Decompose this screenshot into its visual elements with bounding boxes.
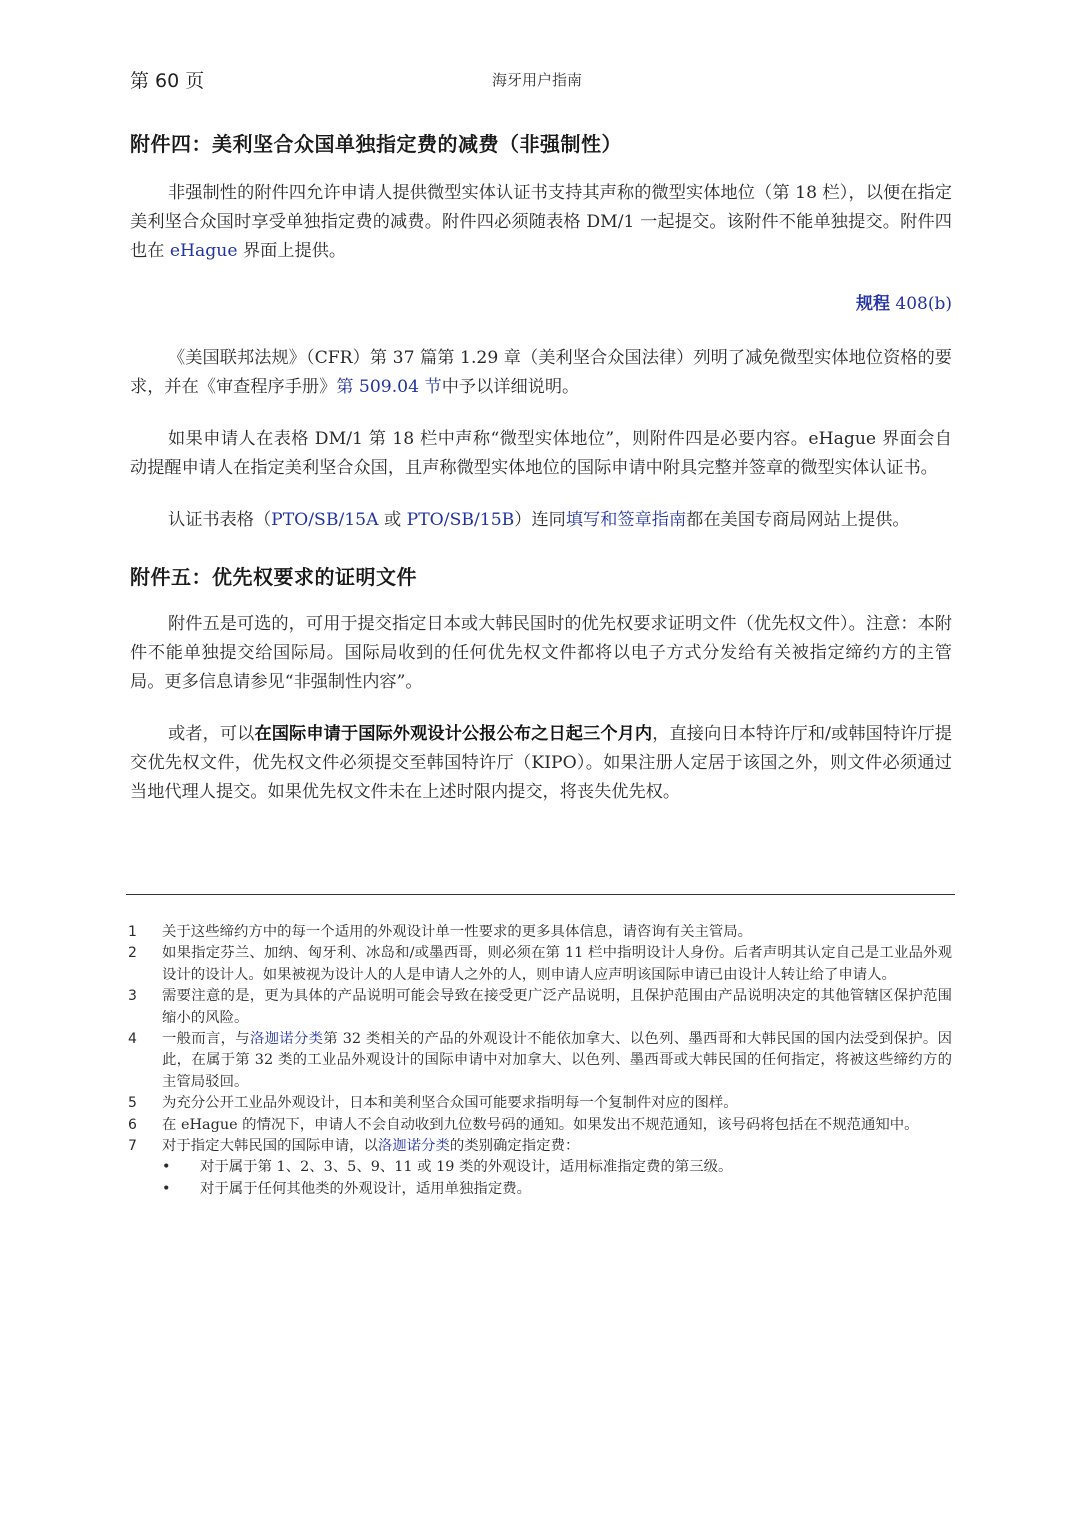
footnote-7 (128, 1136, 952, 1157)
annex4-paragraph-3: 如果申请人在表格 DM/1 第 18 栏中声称“微型实体地位”，则附件四是必要内容。eHague 界面会自动提醒申请人在指定美利坚合众国，且声称微型实体地位的国际申请中附具完整并签章的微型实体认证书。 (130, 429, 952, 478)
footnote-number: 4 (128, 1031, 137, 1048)
annex4-p4-text: 认证书表格（ (168, 510, 272, 530)
footnote-text: 需要注意的是，更为具体的产品说明可能会导致在接受更广泛产品说明，且保护范围由产品说明决定的其他管辖区保护范围缩小的风险。 (162, 988, 952, 1026)
annex5-paragraph-2 (130, 720, 952, 807)
rule-reference[interactable] (130, 289, 952, 314)
footnotes (128, 922, 952, 1200)
annex5-paragraph-1: 附件五是可选的，可用于提交指定日本或大韩民国时的优先权要求证明文件（优先权文件）。注意：本附件不能单独提交给国际局。国际局收到的任何优先权文件都将以电子方式分发给有关被指定缔约方的主管局。更多信息请参见“非强制性内容”。 (130, 614, 952, 692)
footnote-6 (128, 1115, 952, 1136)
footnote-number: 2 (128, 945, 137, 962)
annex5-p2-bold: 在国际申请于国际外观设计公报公布之日起三个月内 (254, 724, 653, 744)
footnote-text: 在 eHague 的情况下，申请人不会自动收到九位数号码的通知。如果发出不规范通知，该号码将包括在不规范通知中。 (162, 1116, 919, 1133)
footnote-7-text: 对于指定大韩民国的国际申请，以 (162, 1138, 378, 1155)
locarno-link[interactable]: 洛迦诺分类 (377, 1138, 450, 1155)
annex4-p4-text-mid: ）连同 (514, 510, 566, 530)
bullet-text: 对于属于任何其他类的外观设计，适用单独指定费。 (200, 1180, 531, 1197)
footnote-text: 如果指定芬兰、加纳、匈牙利、冰岛和/或墨西哥，则必须在第 11 栏中指明设计人身份。后者声明其认定自己是工业品外观设计的设计人。如果被视为设计人的人是申请人之外的人，则申请人应声明该国际申请已由设计人转让给了申请人。 (162, 945, 952, 983)
footnote-number: 6 (128, 1116, 137, 1133)
annex4-p1-text-end: 界面上提供。 (237, 241, 347, 261)
annex4-paragraph-2 (130, 344, 952, 402)
annex4-p2-text-end: 中予以详细说明。 (441, 377, 580, 397)
footnote-number: 7 (128, 1138, 137, 1155)
guide-link[interactable]: 填写和签章指南 (565, 510, 687, 530)
footnote-7-bullet-2 (128, 1179, 952, 1200)
page-number: 第 60 页 (130, 70, 205, 92)
footnote-7-bullet-1 (128, 1157, 952, 1178)
annex5-p2-text-end: ，直接向日本特许厅和/或韩国特许厅提交优先权文件，优先权文件必须提交至韩国特许厅（KIPO）。如果注册人定居于该国之外，则文件必须通过当地代理人提交。如果优先权文件未在上述时限内提交，将丧失优先权。 (130, 724, 952, 802)
footnote-2 (128, 943, 952, 986)
footnote-number: 5 (128, 1095, 137, 1112)
annex4-p1-text: 非强制性的附件四允许申请人提供微型实体认证书支持其声称的微型实体地位（第 18 栏），以便在指定美利坚合众国时享受单独指定费的减费。附件四必须随表格 DM/1 一起提交。该附件不能单独提交。附件四也在 (130, 183, 952, 261)
locarno-link[interactable]: 洛迦诺分类 (249, 1031, 324, 1048)
annex4-p2-text: 《美国联邦法规》（CFR）第 37 篇第 1.29 章（美利坚合众国法律）列明了减免微型实体地位资格的要求，并在《审查程序手册》 (130, 348, 952, 397)
footnote-text: 关于这些缔约方中的每一个适用的外观设计单一性要求的更多具体信息，请咨询有关主管局。 (162, 924, 753, 940)
annex5-p2-text: 或者，可以 (168, 724, 255, 744)
annex4-p4-text-end: 都在美国专商局网站上提供。 (686, 510, 910, 530)
footnote-3 (128, 986, 952, 1029)
annex4-heading: 附件四：美利坚合众国单独指定费的减费（非强制性） (130, 132, 622, 156)
footnote-number: 3 (128, 988, 137, 1005)
annex4-p4-or: 或 (378, 510, 407, 530)
page-header (130, 66, 952, 92)
footnote-1 (128, 922, 952, 943)
annex5-heading: 附件五：优先权要求的证明文件 (130, 565, 417, 589)
annex4-paragraph-1 (130, 179, 952, 266)
form-15a-link[interactable]: PTO/SB/15A (271, 510, 379, 530)
rule-keyword: 规程 (856, 294, 890, 314)
footnote-text: 为充分公开工业品外观设计，日本和美利坚合众国可能要求指明每一个复制件对应的图样。 (162, 1095, 738, 1112)
footnote-4 (128, 1029, 952, 1093)
footnote-4-text: 一般而言，与 (162, 1031, 250, 1048)
footnote-5 (128, 1093, 952, 1114)
footnote-4-text-end: 第 32 类相关的产品的外观设计不能依加拿大、以色列、墨西哥和大韩民国的国内法受到保护。因此，在属于第 32 类的工业品外观设计的国际申请中对加拿大、以色列、墨西哥或大韩民国的任何指定，将被这些缔约方的主管局驳回。 (162, 1031, 952, 1090)
bullet-icon: • (162, 1159, 171, 1176)
form-15b-link[interactable]: PTO/SB/15B (406, 510, 515, 530)
footnote-number: 1 (128, 924, 137, 940)
rule-number: 408(b) (890, 294, 952, 314)
bullet-text: 对于属于第 1、2、3、5、9、11 或 19 类的外观设计，适用标准指定费的第三级。 (200, 1159, 733, 1176)
footnote-7-text-end: 的类别确定指定费： (449, 1138, 580, 1155)
section-509-link[interactable]: 第 509.04 节 (336, 377, 442, 397)
annex4-paragraph-4 (130, 506, 952, 535)
footnote-text (162, 1136, 952, 1157)
bullet-icon: • (162, 1180, 171, 1197)
main-content (130, 128, 952, 830)
footnote-divider (126, 894, 955, 895)
running-title: 海牙用户指南 (492, 71, 583, 89)
footnote-text (162, 1029, 952, 1093)
ehague-link[interactable]: eHague (169, 241, 238, 261)
